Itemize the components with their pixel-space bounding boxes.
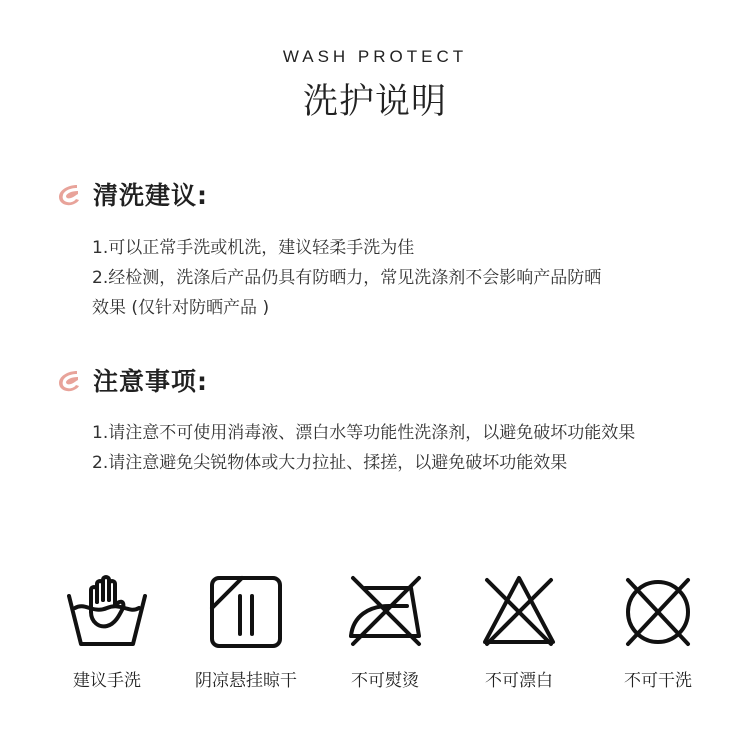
do-not-bleach-icon <box>479 572 559 652</box>
do-not-dry-clean-icon <box>618 572 698 652</box>
care-item-line-dry-shade <box>181 570 311 710</box>
precaution-line-2: 2.请注意避免尖锐物体或大力拉扯、揉搓，以避免破坏功能效果 <box>92 453 568 473</box>
section-body <box>92 418 732 478</box>
precautions-section <box>56 360 706 473</box>
brand-swoosh-icon <box>56 182 82 208</box>
hand-wash-icon <box>67 572 147 652</box>
care-item-no-bleach <box>454 570 584 710</box>
advice-line-1: 1.可以正常手洗或机洗，建议轻柔手洗为佳 <box>92 238 415 258</box>
care-label: 建议手洗 <box>73 671 141 691</box>
care-icons-row <box>0 570 750 710</box>
care-label: 阴凉悬挂晾干 <box>195 671 297 691</box>
care-label: 不可漂白 <box>485 671 553 691</box>
section-body <box>92 233 732 323</box>
advice-line-2: 2.经检测，洗涤后产品仍具有防晒力，常见洗涤剂不会影响产品防晒 <box>92 268 602 288</box>
care-item-no-dry-clean <box>593 570 723 710</box>
advice-line-3: 效果 (仅针对防晒产品 ) <box>92 298 270 318</box>
section-header <box>56 360 706 404</box>
brand-swoosh-icon <box>56 368 82 394</box>
care-label: 不可干洗 <box>624 671 692 691</box>
page-subtitle: WASH PROTECT <box>282 47 468 66</box>
page-title: 洗护说明 <box>302 82 447 122</box>
line-dry-in-shade-icon <box>206 572 286 652</box>
do-not-iron-icon <box>345 572 425 652</box>
section-title: 注意事项: <box>93 367 208 396</box>
section-title: 清洗建议: <box>93 181 208 210</box>
care-label: 不可熨烫 <box>351 671 419 691</box>
section-header <box>56 174 706 218</box>
precaution-line-1: 1.请注意不可使用消毒液、漂白水等功能性洗涤剂，以避免破坏功能效果 <box>92 423 636 443</box>
care-item-no-iron <box>320 570 450 710</box>
washing-advice-section <box>56 174 706 318</box>
care-item-hand-wash <box>42 570 172 710</box>
